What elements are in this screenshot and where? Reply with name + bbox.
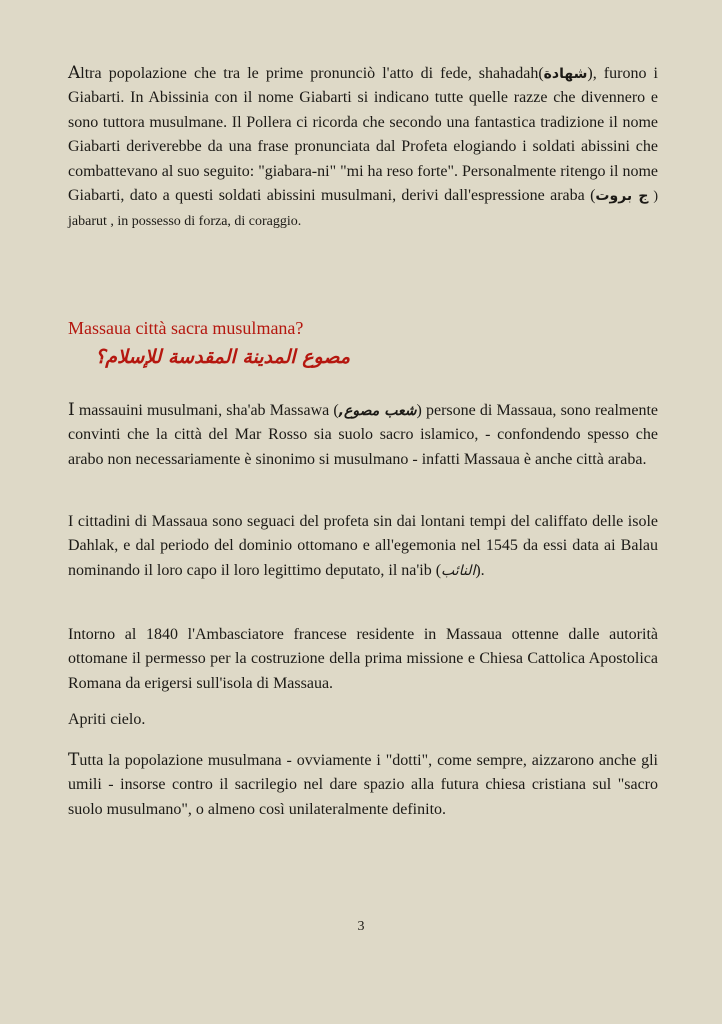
paragraph-text: ) persone di Massaua, sono realmente convinti che la città del Mar Rosso sia suolo sacro islamico, - confondendo spesso che arabo non necessariamente è sinonimo si musulmano - infatti Massaua è anche città araba. xyxy=(68,402,659,468)
paragraph-text: ), furono i Giabarti. In Abissinia con il nome Giabarti si indicano tutte quelle razze che divennero e sono tuttora musulmane. Il Pollera ci ricorda che secondo una fantastica tradizione il nome Giabarti deriverebbe da una frase pronunciata dal Profeta elogiando i soldati abissini che combattevano al suo seguito: "giabara-ni" "mi ha reso forte". Personalmente ritengo il nome Giabarti, dato a questi soldati abissini musulmani, derivi dall'espressione araba ( xyxy=(68,65,658,205)
paragraph-apriti-cielo: Apriti cielo. xyxy=(68,711,146,728)
arabic-term-shaab-massawa: شعب مصوع, xyxy=(338,403,417,419)
paragraph-text: ) jabarut , in possesso di forza, di coraggio. xyxy=(68,189,659,230)
paragraph-text: I cittadini di Massaua sono seguaci del profeta sin dai lontani tempi del califfato delle isole Dahlak, e dal periodo del dominio ottomano e all'egemonia nel 1545 da essi data ai Balau nominando il loro capo il loro legittimo deputato, il na'ib ( xyxy=(68,513,658,579)
paragraph-ambasciatore: Intorno al 1840 l'Ambasciatore francese residente in Massaua ottenne dalle autorità ottomane il permesso per la costruzione della prima missione e Chiesa Cattolica Apostolica Romana da erigersi sull'isola di Massaua. xyxy=(68,626,658,692)
paragraph-massauini xyxy=(68,398,658,472)
drop-cap: T xyxy=(68,750,80,770)
paragraph-text: utta la popolazione musulmana - ovviamente i "dotti", come sempre, aizzarono anche gli umili - insorse contro il sacrilegio nel dare spazio alla futura chiesa cristiana sul "sacro suolo musulmano", o almeno così unilateralmente definito. xyxy=(68,752,658,818)
page-number: 3 xyxy=(357,919,365,934)
paragraph-text: ltra popolazione che tra le prime pronunciò l'atto di fede, shahadah( xyxy=(80,65,544,82)
paragraph-popolazione xyxy=(68,748,658,822)
paragraph-text: ). xyxy=(475,561,485,579)
section-heading: Massaua città sacra musulmana? xyxy=(68,318,304,338)
drop-cap: I xyxy=(68,400,75,420)
arabic-term-naib: النائب xyxy=(441,562,476,579)
paragraph-text: massauini musulmani, sha'ab Massawa ( xyxy=(74,402,339,419)
paragraph-giabarti xyxy=(68,61,658,235)
arabic-term-jabarut: ج بروت xyxy=(595,188,649,205)
drop-cap: A xyxy=(68,63,81,83)
section-heading-arabic: مصوع المدينة المقدسة للإسلام؟ xyxy=(95,346,350,368)
arabic-term-shahadah: شهادة xyxy=(543,66,588,82)
paragraph-cittadini xyxy=(68,510,658,583)
